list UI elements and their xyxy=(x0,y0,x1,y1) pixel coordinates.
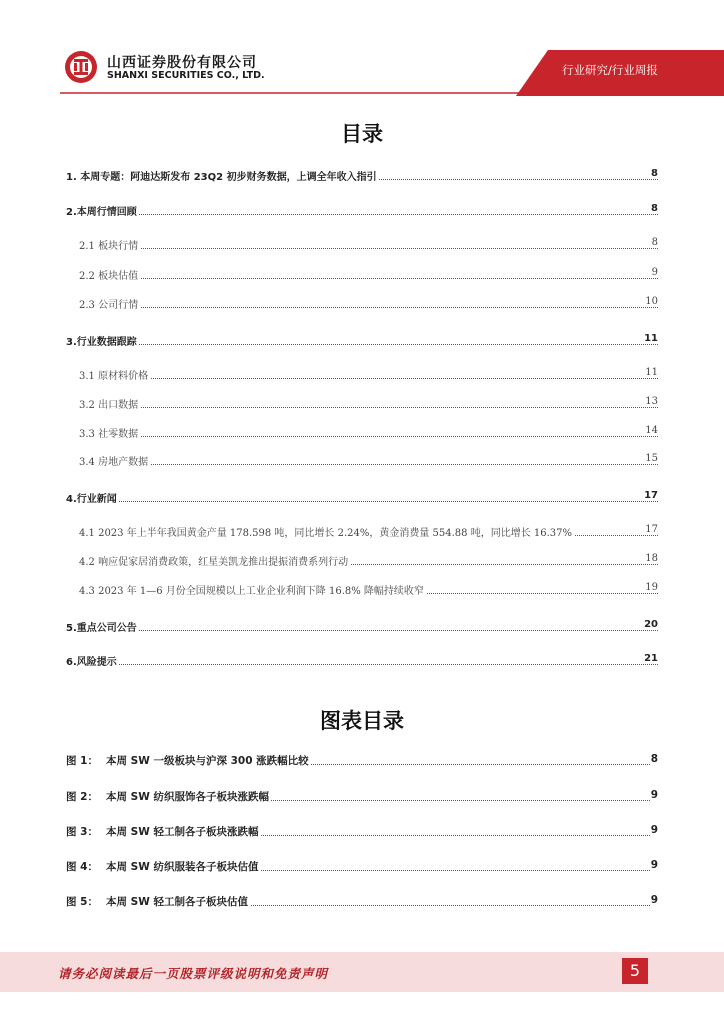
figure-entry[interactable] xyxy=(0,789,724,805)
toc-entry[interactable] xyxy=(0,296,724,312)
toc-entry[interactable] xyxy=(0,425,724,441)
toc-leader-dots xyxy=(79,307,658,308)
toc-entry-label: 4.2 响应促家居消费政策，红星美凯龙推出提振消费系列行动 xyxy=(79,553,350,568)
toc-leader-dots xyxy=(66,630,658,631)
toc-entry-page: 15 xyxy=(645,453,658,464)
toc-entry-page: 11 xyxy=(645,367,658,378)
toc-entry-page: 13 xyxy=(645,396,658,407)
toc-leader-dots xyxy=(66,664,658,665)
figure-entry-label: 本周 SW 轻工制各子板块涨跌幅 xyxy=(106,826,259,838)
figure-entry-number: 图 5： xyxy=(66,896,98,908)
toc-entry-label: 4.3 2023 年 1—6 月份全国规模以上工业企业利润下降 16.8% 降幅持续收窄 xyxy=(79,582,426,597)
toc-entry[interactable] xyxy=(0,582,724,598)
figure-entry-page: 9 xyxy=(650,859,658,871)
toc-entry-label: 4.1 2023 年上半年我国黄金产量 178.598 吨，同比增长 2.24%，黄金消费量 554.88 吨，同比增长 16.37% xyxy=(79,524,574,539)
figure-entry-number: 图 2： xyxy=(66,791,98,803)
figure-entry-page: 8 xyxy=(650,753,658,765)
toc-entry-page: 14 xyxy=(645,425,658,436)
toc-entry-page: 17 xyxy=(644,490,658,501)
figure-entry-label: 本周 SW 轻工制各子板块估值 xyxy=(106,896,248,908)
figure-entry[interactable] xyxy=(0,824,724,840)
toc-entry-label: 2.2 板块估值 xyxy=(79,267,140,282)
toc-entry[interactable] xyxy=(0,267,724,283)
toc-leader-dots xyxy=(79,464,658,465)
page-header xyxy=(0,0,724,96)
toc-entry-label: 2.本周行情回顾 xyxy=(66,203,139,218)
figure-entry[interactable] xyxy=(0,859,724,875)
figure-entry[interactable] xyxy=(0,894,724,910)
company-name-en: SHANXI SECURITIES CO., LTD. xyxy=(107,70,265,81)
toc-entry-page: 8 xyxy=(651,237,658,248)
toc-entry-label: 3.1 原材料价格 xyxy=(79,367,150,382)
header-red-band xyxy=(0,0,724,96)
page-footer xyxy=(0,952,724,992)
toc-entry-page: 8 xyxy=(651,168,658,179)
figure-entry[interactable] xyxy=(0,753,724,769)
toc-entry[interactable] xyxy=(0,333,724,349)
toc-entry-label: 2.3 公司行情 xyxy=(79,296,140,311)
toc-entry-page: 8 xyxy=(651,203,658,214)
disclaimer-note: 请务必阅读最后一页股票评级说明和免责声明 xyxy=(58,966,329,981)
toc-leader-dots xyxy=(79,278,658,279)
toc-title: 目录 xyxy=(341,122,383,146)
toc-entry-label: 1. 本周专题：阿迪达斯发布 23Q2 初步财务数据，上调全年收入指引 xyxy=(66,168,379,183)
toc-entry[interactable] xyxy=(0,490,724,506)
figure-entry-number: 图 4： xyxy=(66,861,98,873)
toc-entry[interactable] xyxy=(0,396,724,412)
company-name-cn: 山西证券股份有限公司 xyxy=(107,55,257,71)
toc-entry-label: 2.1 板块行情 xyxy=(79,237,140,252)
toc-entry[interactable] xyxy=(0,237,724,253)
toc-entry-page: 21 xyxy=(644,653,658,664)
toc-entry[interactable] xyxy=(0,168,724,184)
figure-entry-page: 9 xyxy=(650,894,658,906)
figure-entry-number: 图 3： xyxy=(66,826,98,838)
toc-entry-label: 3.4 房地产数据 xyxy=(79,453,150,468)
toc-entry-label: 3.2 出口数据 xyxy=(79,396,140,411)
toc-entry[interactable] xyxy=(0,367,724,383)
toc-leader-dots xyxy=(66,214,658,215)
company-logo-icon xyxy=(64,50,98,84)
toc-entry[interactable] xyxy=(0,553,724,569)
report-category: 行业研究/行业周报 xyxy=(562,63,658,77)
toc-leader-dots xyxy=(66,501,658,502)
toc-leader-dots xyxy=(79,407,658,408)
toc-entry[interactable] xyxy=(0,524,724,540)
toc-entry-page: 18 xyxy=(645,553,658,564)
toc-entry-label: 5.重点公司公告 xyxy=(66,619,139,634)
toc-leader-dots xyxy=(66,344,658,345)
figure-list-title: 图表目录 xyxy=(320,709,404,733)
figure-entry-label: 本周 SW 纺织服装各子板块估值 xyxy=(106,861,259,873)
toc-entry[interactable] xyxy=(0,653,724,669)
toc-entry-label: 3.行业数据跟踪 xyxy=(66,333,139,348)
toc-entry-page: 19 xyxy=(645,582,658,593)
figure-entry-number: 图 1： xyxy=(66,755,98,767)
toc-entry-page: 10 xyxy=(645,296,658,307)
toc-entry-page: 9 xyxy=(651,267,658,278)
toc-entry-label: 4.行业新闻 xyxy=(66,490,119,505)
figure-entry-page: 9 xyxy=(650,789,658,801)
toc-entry[interactable] xyxy=(0,203,724,219)
toc-entry-page: 11 xyxy=(644,333,658,344)
toc-entry-label: 3.3 社零数据 xyxy=(79,425,140,440)
figure-entry-label: 本周 SW 一级板块与沪深 300 涨跌幅比较 xyxy=(106,755,309,767)
toc-leader-dots xyxy=(79,378,658,379)
toc-entry-page: 20 xyxy=(644,619,658,630)
figure-entry-label: 本周 SW 纺织服饰各子板块涨跌幅 xyxy=(106,791,269,803)
toc-entry[interactable] xyxy=(0,453,724,469)
toc-leader-dots xyxy=(79,248,658,249)
figure-entry-page: 9 xyxy=(650,824,658,836)
toc-entry[interactable] xyxy=(0,619,724,635)
page-number: 5 xyxy=(622,958,648,984)
toc-entry-label: 6.风险提示 xyxy=(66,653,119,668)
toc-leader-dots xyxy=(79,436,658,437)
toc-entry-page: 17 xyxy=(645,524,658,535)
